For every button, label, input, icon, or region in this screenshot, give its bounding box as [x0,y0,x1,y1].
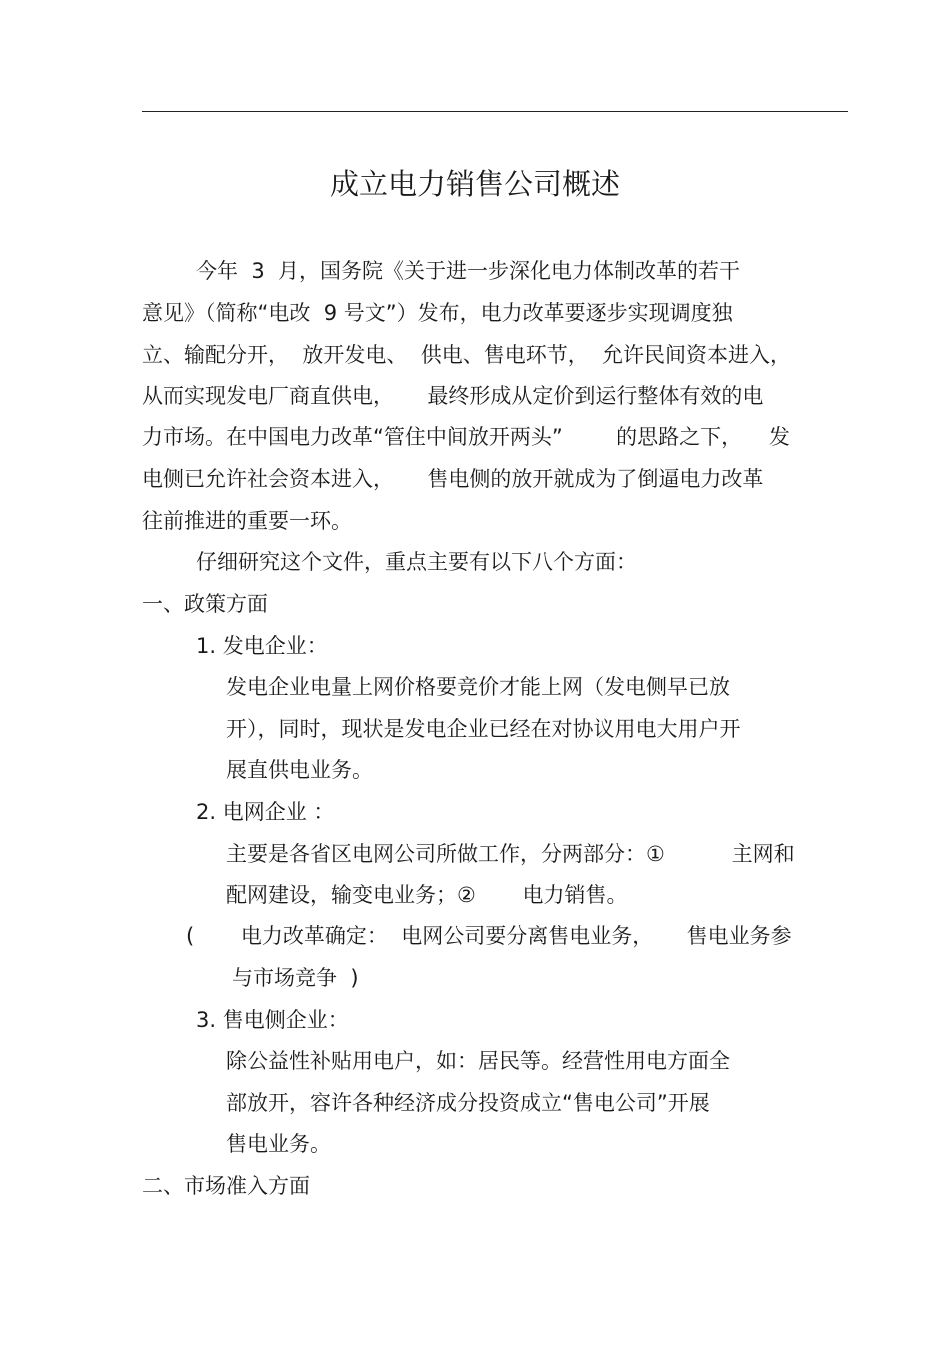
paragraph-line: 立、输配分开， 放开发电、 供电、售电环节， 允许民间资本进入， [142,343,792,367]
section-heading-market-access: 二、市场准入方面 [142,1174,310,1198]
document-title: 成立电力销售公司概述 [329,167,620,201]
section-heading-policy: 一、政策方面 [142,592,268,616]
item-note-line: ( 电力改革确定： 电网公司要分离售电业务， 售电业务参 [186,924,792,948]
paragraph-line: 今年 3 月，国务院《关于进一步深化电力体制改革的若干 [196,259,741,283]
paragraph-line: 力市场。在中国电力改革“管住中间放开两头” 的思路之下， 发 [142,425,790,449]
item-text-line: 主要是各省区电网公司所做工作，分两部分：① 主网和 [226,842,795,866]
item-text-line: 发电企业电量上网价格要竞价才能上网（发电侧早已放 [226,675,730,699]
paragraph-line: 仔细研究这个文件，重点主要有以下八个方面： [196,550,637,574]
item-heading-generation: 1. 发电企业： [196,634,328,658]
item-text-line: 售电业务。 [226,1132,331,1156]
item-text-line: 开），同时，现状是发电企业已经在对协议用电大用户开 [226,717,741,741]
header-rule [142,111,848,112]
paragraph-line: 意见》（简称“电改 9 号文”）发布，电力改革要逐步实现调度独 [142,301,733,325]
paragraph-line: 往前推进的重要一环。 [142,509,352,533]
paragraph-line: 电侧已允许社会资本进入， 售电侧的放开就成为了倒逼电力改革 [142,467,764,491]
item-heading-grid: 2. 电网企业 ： [196,800,335,824]
item-text-line: 除公益性补贴用电户，如：居民等。经营性用电方面全 [226,1049,730,1073]
item-text-line: 展直供电业务。 [226,758,373,782]
item-text-line: 部放开，容许各种经济成分投资成立“售电公司”开展 [226,1091,710,1115]
item-text-line: 配网建设，输变电业务；② 电力销售。 [226,883,628,907]
paragraph-line: 从而实现发电厂商直供电， 最终形成从定价到运行整体有效的电 [142,384,764,408]
item-heading-retail: 3. 售电侧企业： [196,1008,349,1032]
item-note-line: 与市场竞争 ) [232,966,359,990]
